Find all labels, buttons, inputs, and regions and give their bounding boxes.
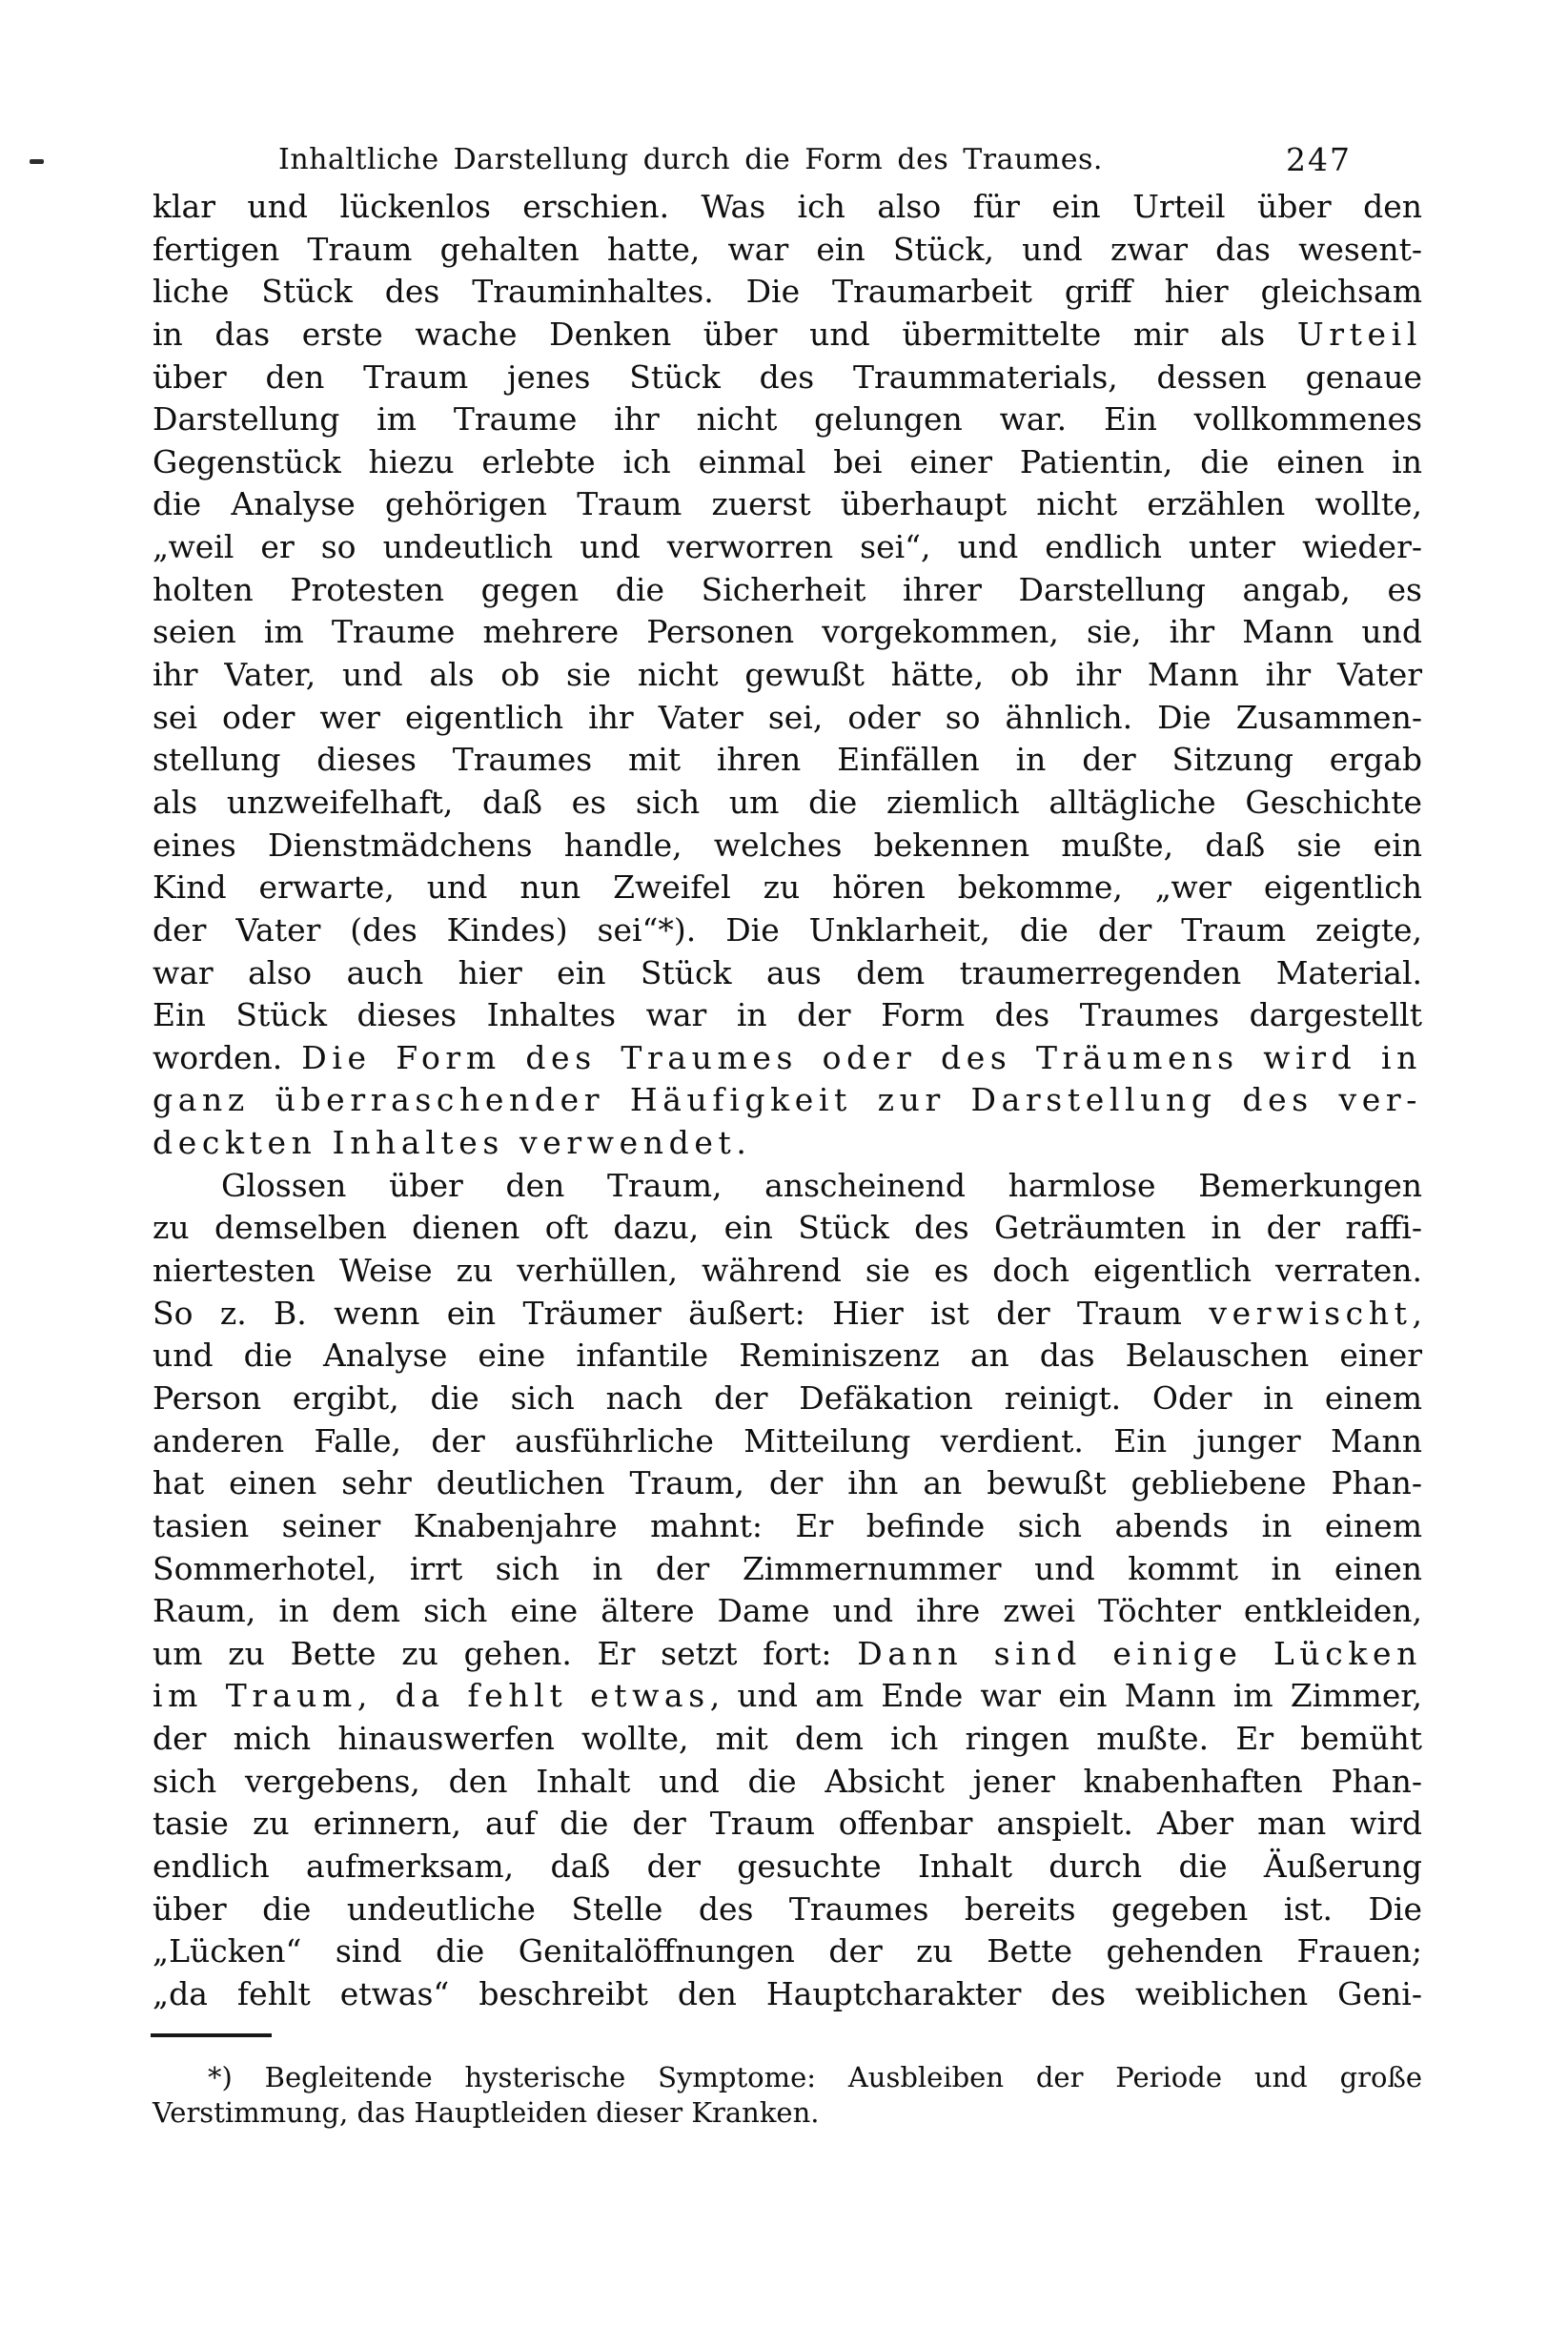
text-segment: So z. B. wenn ein Träumer äußert: Hier ist der Traum xyxy=(153,1294,1210,1332)
text-segment: sei oder wer eigentlich ihr Vater sei, oder so ähnlich. Die Zusammen- xyxy=(153,698,1422,736)
text-line xyxy=(153,526,1422,569)
footnote-separator xyxy=(151,2033,272,2037)
text-line xyxy=(153,1973,1422,2016)
text-line xyxy=(153,229,1422,272)
text-segment: der Vater (des Kindes) sei“*). Die Unklarheit, die der Traum zeigte, xyxy=(153,910,1422,949)
text-segment: über die undeutliche Stelle des Traumes bereits gegeben ist. Die xyxy=(153,1889,1422,1928)
text-segment: holten Protesten gegen die Sicherheit ihrer Darstellung angab, es xyxy=(153,570,1422,608)
text-line xyxy=(153,1590,1422,1633)
text-line xyxy=(153,1930,1422,1973)
text-line xyxy=(153,1378,1422,1420)
body-text xyxy=(153,186,1422,2016)
text-line xyxy=(153,1889,1422,1931)
text-segment: liche Stück des Trauminhaltes. Die Traumarbeit griff hier gleichsam xyxy=(153,273,1422,311)
emphasized-text: verwischt xyxy=(1209,1294,1413,1332)
footnote-line: *) Begleitende hysterische Symptome: Ausbleiben der Periode und große xyxy=(208,2061,1422,2093)
emphasized-text: Urteil xyxy=(1296,315,1422,353)
text-segment: „da fehlt etwas“ beschreibt den Hauptcharakter des weiblichen Geni- xyxy=(153,1974,1422,2012)
text-segment: endlich aufmerksam, daß der gesuchte Inhalt durch die Äußerung xyxy=(153,1847,1422,1885)
text-segment: niertesten Weise zu verhüllen, während sie es doch eigentlich verraten. xyxy=(153,1252,1422,1290)
text-line xyxy=(153,1462,1422,1505)
text-segment: klar und lückenlos erschien. Was ich also für ein Urteil über den xyxy=(153,188,1422,225)
text-segment: und die Analyse eine infantile Reminiszenz an das Belauschen einer xyxy=(153,1337,1422,1375)
running-head-title: Inhaltliche Darstellung durch die Form des Traumes. xyxy=(278,143,1103,176)
text-segment: als unzweifelhaft, daß es sich um die ziemlich alltägliche Geschichte xyxy=(153,783,1422,821)
text-line xyxy=(153,654,1422,697)
text-segment: Glossen über den Traum, anscheinend harmlose Bemerkungen xyxy=(221,1166,1422,1204)
text-line xyxy=(153,782,1422,825)
text-line xyxy=(153,441,1422,484)
text-segment: Ein Stück dieses Inhaltes war in der Form des Traumes dargestellt xyxy=(153,996,1422,1034)
text-segment: war also auch hier ein Stück aus dem traumerregenden Material. xyxy=(153,953,1422,991)
text-segment: tasien seiner Knabenjahre mahnt: Er befinde sich abends in einem xyxy=(153,1506,1422,1544)
text-line xyxy=(153,1250,1422,1293)
text-line xyxy=(153,186,1422,229)
text-line xyxy=(153,1846,1422,1889)
text-segment: ihr Vater, und als ob sie nicht gewußt hätte, ob ihr Mann ihr Vater xyxy=(153,656,1422,694)
text-line xyxy=(153,357,1422,399)
text-line xyxy=(153,1548,1422,1591)
text-line xyxy=(153,271,1422,314)
footnote-line: Verstimmung, das Hauptleiden dieser Kranken. xyxy=(153,2095,820,2129)
text-segment: Kind erwarte, und nun Zweifel zu hören bekomme, „wer eigentlich xyxy=(153,868,1422,907)
text-segment: , und am Ende war ein Mann im Zimmer, xyxy=(709,1677,1422,1715)
emphasized-text: ganz überraschender Häufigkeit zur Darstellung des ver- xyxy=(153,1081,1422,1119)
text-segment: fertigen Traum gehalten hatte, war ein Stück, und zwar das wesent- xyxy=(153,230,1422,268)
text-line xyxy=(153,611,1422,654)
text-line xyxy=(153,1761,1422,1804)
running-head xyxy=(0,143,1568,183)
text-line xyxy=(153,952,1422,995)
text-segment: worden. xyxy=(153,1038,302,1076)
emphasized-text: im Traum, da fehlt etwas xyxy=(153,1677,710,1715)
emphasized-text: deckten Inhaltes verwendet. xyxy=(153,1124,752,1162)
text-segment: „weil er so undeutlich und verworren sei“, und endlich unter wieder- xyxy=(153,528,1422,566)
text-line xyxy=(153,1505,1422,1548)
text-segment: Raum, in dem sich eine ältere Dame und ihre zwei Töchter entkleiden, xyxy=(153,1592,1422,1630)
page-number: 247 xyxy=(1286,141,1352,178)
text-segment: hat einen sehr deutlichen Traum, der ihn an bewußt gebliebene Phan- xyxy=(153,1464,1422,1502)
text-line xyxy=(153,398,1422,441)
text-segment: anderen Falle, der ausführliche Mitteilung verdient. Ein junger Mann xyxy=(153,1421,1422,1460)
text-line xyxy=(153,1803,1422,1846)
text-segment: seien im Traume mehrere Personen vorgekommen, sie, ihr Mann und xyxy=(153,613,1422,651)
text-segment: um zu Bette zu gehen. Er setzt fort: xyxy=(153,1634,858,1672)
text-line xyxy=(153,1293,1422,1336)
emphasized-text: Dann sind einige Lücken xyxy=(857,1634,1422,1672)
text-segment: in das erste wache Denken über und übermittelte mir als xyxy=(153,315,1297,353)
text-segment: eines Dienstmädchens handle, welches bekennen mußte, daß sie ein xyxy=(153,826,1422,864)
text-line xyxy=(153,1335,1422,1378)
text-segment: „Lücken“ sind die Genitalöffnungen der zu Bette gehenden Frauen; xyxy=(153,1932,1422,1970)
emphasized-text: Die Form des Traumes oder des Träumens wird in xyxy=(301,1038,1422,1076)
text-segment: sich vergebens, den Inhalt und die Absicht jener knabenhaften Phan- xyxy=(153,1762,1422,1800)
text-line xyxy=(153,909,1422,952)
text-line xyxy=(153,1675,1422,1718)
text-line xyxy=(153,1633,1422,1676)
text-line xyxy=(153,697,1422,740)
text-line xyxy=(153,1420,1422,1463)
text-segment: Darstellung im Traume ihr nicht gelungen war. Ein vollkommenes xyxy=(153,400,1422,439)
text-line xyxy=(153,825,1422,868)
text-segment: Person ergibt, die sich nach der Defäkation reinigt. Oder in einem xyxy=(153,1378,1422,1417)
text-segment: zu demselben dienen oft dazu, ein Stück des Geträumten in der raffi- xyxy=(153,1209,1422,1247)
text-segment: Gegenstück hiezu erlebte ich einmal bei einer Patientin, die einen in xyxy=(153,442,1422,480)
text-segment: stellung dieses Traumes mit ihren Einfällen in der Sitzung ergab xyxy=(153,741,1422,779)
text-line xyxy=(153,1079,1422,1122)
text-line xyxy=(153,1165,1422,1208)
text-segment: die Analyse gehörigen Traum zuerst überhaupt nicht erzählen wollte, xyxy=(153,485,1422,523)
text-line xyxy=(153,1037,1422,1080)
text-line xyxy=(153,1718,1422,1761)
text-segment: tasie zu erinnern, auf die der Traum offenbar anspielt. Aber man wird xyxy=(153,1805,1422,1843)
text-line xyxy=(153,569,1422,612)
footnote xyxy=(153,2060,1422,2130)
text-line xyxy=(153,994,1422,1037)
text-line xyxy=(153,314,1422,357)
text-segment: über den Traum jenes Stück des Traummaterials, dessen genaue xyxy=(153,357,1422,396)
text-segment: , xyxy=(1412,1294,1422,1332)
text-line xyxy=(153,483,1422,526)
text-line xyxy=(153,739,1422,782)
text-segment: Sommerhotel, irrt sich in der Zimmernummer und kommt in einen xyxy=(153,1549,1422,1587)
text-line xyxy=(153,867,1422,909)
text-line xyxy=(153,1207,1422,1250)
text-segment: der mich hinauswerfen wollte, mit dem ich ringen mußte. Er bemüht xyxy=(153,1720,1422,1758)
text-line xyxy=(153,1122,1422,1165)
